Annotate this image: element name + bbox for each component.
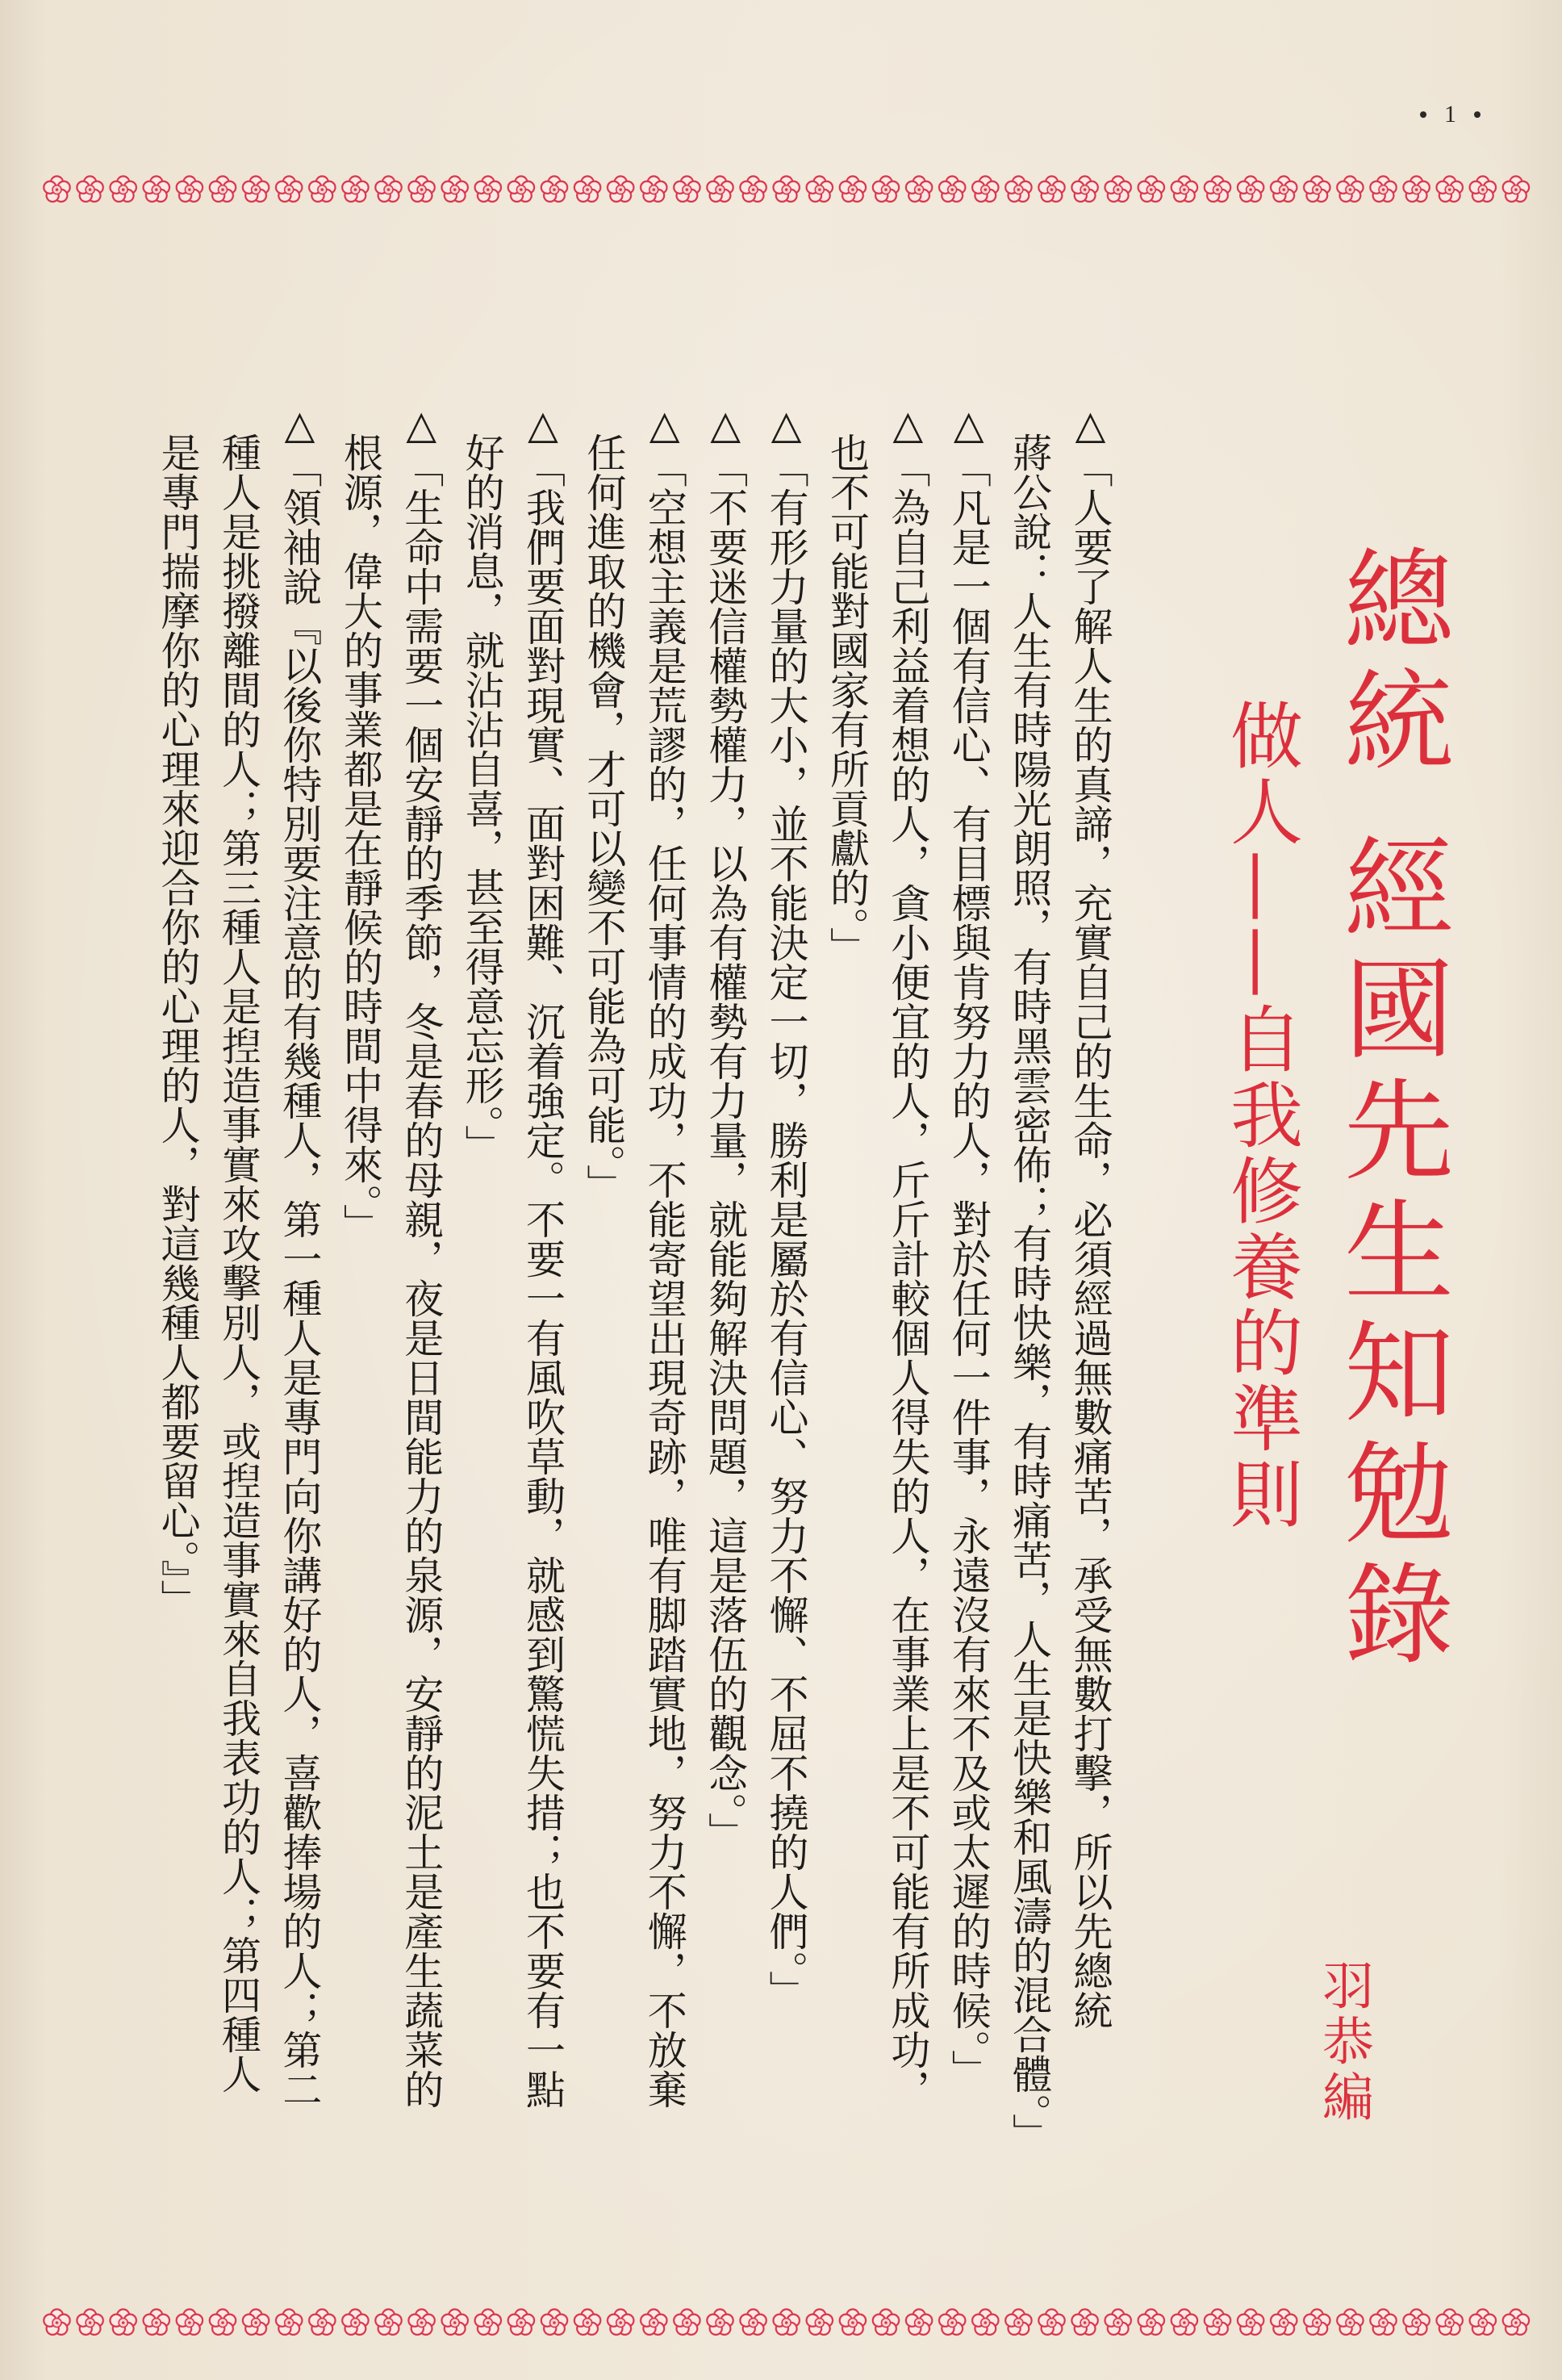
quote-column: △「有形力量的大小，並不能決定一切，勝利是屬於有信心、努力不懈、不屈不撓的人們。」 [763, 402, 810, 2010]
article-subtitle: 做人——自我修養的準則 [1217, 698, 1302, 1533]
quote-column: 好的消息，就沾沾自喜，甚至得意忘形。」 [459, 433, 506, 1165]
quote-column: △「空想主義是荒謬的，任何事情的成功，不能寄望出現奇跡，唯有脚踏實地，努力不懈，不放棄 [641, 402, 688, 2109]
page-number-dot [1474, 111, 1481, 118]
quote-column: 蔣公說：人生有時陽光朗照，有時黑雲密佈；有時快樂，有時痛苦，人生是快樂和風濤的混合體。」 [1006, 433, 1053, 2153]
quote-entry [573, 402, 695, 2218]
quote-entry [756, 402, 816, 2218]
page-number-dot [1420, 111, 1426, 118]
quote-column: 也不可能對國家有所貢獻的。」 [824, 433, 871, 967]
quote-entry [999, 402, 1121, 2218]
quote-column: △「領袖說『以後你特別要注意的有幾種人，第一種人是專門向你講好的人，喜歡捧場的人；第二 [276, 402, 323, 2109]
quote-column: △「為自己利益着想的人，貪小便宜的人，斤斤計較個人得失的人，在事業上是不可能有所成功， [884, 402, 931, 2109]
author-byline: 羽恭編 [1314, 1959, 1373, 2126]
quote-column: 根源，偉大的事業都是在靜候的時間中得來。」 [337, 433, 384, 1244]
article-body [148, 402, 1121, 2218]
quote-column: 種人是挑撥離間的人；第三種人是揑造事實來攻擊別人，或揑造事實來自我表功的人；第四種人 [215, 433, 262, 2093]
quote-entry [148, 402, 330, 2218]
page-number [1420, 98, 1481, 131]
quote-column: △「人要了解人生的真諦，充實自己的生命，必須經過無數痛苦，承受無數打擊，所以先總統 [1067, 402, 1113, 2030]
bottom-floral-border [40, 2305, 1533, 2340]
quote-entry [452, 402, 574, 2218]
quote-column: △「生命中需要一個安靜的季節，冬是春的母親，夜是日間能力的泉源，安靜的泥土是產生蔬菜的 [398, 402, 445, 2109]
quote-column: 任何進取的機會，才可以變不可能為可能。」 [580, 433, 627, 1204]
quote-column: △「不要迷信權勢權力，以為有權勢有力量，就能夠解決問題，這是落伍的觀念。」 [702, 402, 749, 1852]
quote-column: △「我們要面對現實、面對困難、沉着強定。不要一有風吹草動，就感到驚慌失措；也不要有一點 [520, 402, 566, 2109]
page-number-value: 1 [1444, 101, 1456, 128]
quote-entry [695, 402, 755, 2218]
quote-entry [330, 402, 452, 2218]
quote-entry [938, 402, 999, 2218]
quote-column: 是專門揣摩你的心理來迎合你的心理的人，對這幾種人都要留心。』」 [155, 433, 202, 1619]
quote-column: △「凡是一個有信心、有目標與肯努力的人，對於任何一件事，永遠沒有來不及或太遲的時候。」 [946, 402, 992, 2089]
quote-entry [816, 402, 938, 2218]
top-floral-border [40, 172, 1533, 207]
article-title: 總統 經國先生知勉錄 [1325, 542, 1452, 1679]
